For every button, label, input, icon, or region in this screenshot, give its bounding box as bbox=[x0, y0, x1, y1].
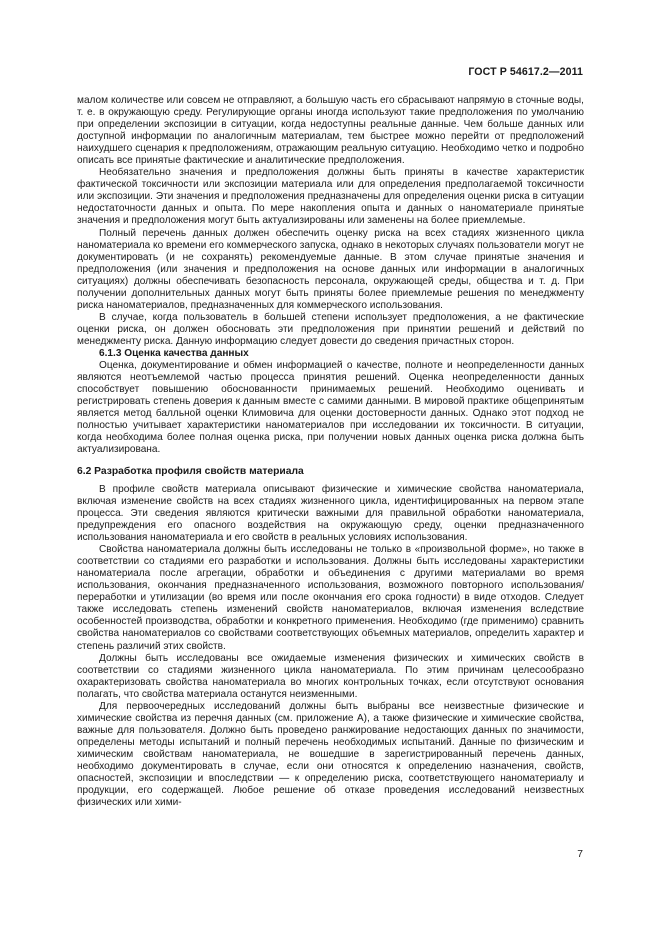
section-6-2-heading: 6.2 Разработка профиля свойств материала bbox=[77, 466, 304, 478]
paragraph-assumptions: Необязательно значения и предположения должны быть приняты в качестве характеристик фактической токсичности или экспозиции материала или для определения предполагаемой токсичности или экспозиции. Эти значения и предположения предназначены для определения оценки риска в ситуации недостаточности данных и опыта. По мере накопления опыта и данных о наноматериале принятые значения и предположения могут быть актуализированы или заменены на более приемлемые. bbox=[77, 167, 584, 227]
paragraph-continuation: малом количестве или совсем не отправляют, а большую часть его сбрасывают напрямую в сточные воды, т. е. в окружающую среду. Регулирующие органы иногда используют такие предположения по умолчанию при определении экспозиции в ситуации, когда недоступны реальные данные. Чем больше данных или доступной информации по аналогичным материалам, тем быстрее можно перейти от предположений наихудшего сценария к предположениям, отражающим реальную ситуацию. Необходимо четко и подробно описать все принятые фактические и аналитические предположения. bbox=[77, 95, 584, 167]
paragraph-property-profile: В профиле свойств материала описывают физические и химические свойства наноматериала, включая изменение свойств на всех стадиях жизненного цикла, идентифицированных на первом этапе процесса. Эти сведения являются критически важными для правильной обработки наноматериала, предупреждения его опасного воздействия на окружающую среду, оценки предназначенного использования наноматериала и его свойств в реальных условиях использования. bbox=[77, 483, 584, 544]
paragraph-full-data-list: Полный перечень данных должен обеспечить оценку риска на всех стадиях жизненного цикла наноматериала ко времени его коммерческого запуска, однако в некоторых случаях пользователи могут не документировать (и не сохранять) рекомендуемые данные. В этом случае принятые значения и предположения (или значения и предположения на основе данных или информации в аналогичных ситуациях) должны обеспечивать безопасность персонала, окружающей среды, общества и т. д. При получении дополнительных данных могут быть приняты более приемлемые решения по менеджменту риска наноматериалов, предназначенных для коммерческого использования. bbox=[77, 227, 584, 311]
page-body bbox=[77, 95, 584, 809]
paragraph-user-assumptions: В случае, когда пользователь в большей степени использует предположения, а не фактические оценки риска, он должен обосновать эти предположения при принятии решений и действий по менеджменту риска. Данную информацию следует довести до сведения причастных сторон. bbox=[77, 311, 584, 347]
page-number: 7 bbox=[577, 849, 583, 860]
paragraph-data-quality: Оценка, документирование и обмен информацией о качестве, полноте и неопределенности данных являются неотъемлемой частью процесса принятия решений. Оценка неопределенности данных способствует повышению обоснованности принимаемых решений. Необходимо оценивать и регистрировать степень доверия к данным вместе с самими данными. В мировой практике общепринятым является метод балльной оценки Климовича для оценки достоверности данных. Однако этот подход не полностью учитывает характеристики наноматериалов при исследовании их токсичности. В ситуации, когда необходима более полная оценка риска, при получении новых данных оценка риска должна быть актуализирована. bbox=[77, 360, 584, 456]
document-code: ГОСТ Р 54617.2—2011 bbox=[468, 66, 583, 78]
paragraph-life-cycle-properties: Свойства наноматериала должны быть исследованы не только в «произвольной форме», но также в соответствии со стадиями его разработки и использования. Должны быть исследованы характеристики наноматериала после агрегации, обработки и объединения с другими материалами во время использования, окончания предназначенного использования, возможного повторного использования/переработки и утилизации (во время или после окончания его срока годности) в виде отходов. Следует также исследовать степень изменений свойств наноматериалов, включая изменения вследствие особенностей производства, обработки и конкретного применения. Необходимо (где применимо) сравнить свойства наноматериалов со свойствами соответствующих объемных материалов, определить характер и степень различий этих свойств. bbox=[77, 544, 584, 652]
section-6-1-3-heading: 6.1.3 Оценка качества данных bbox=[99, 347, 249, 359]
paragraph-expected-changes: Должны быть исследованы все ожидаемые изменения физических и химических свойств в соответствии со стадиями жизненного цикла наноматериала. По этим причинам целесообразно охарактеризовать свойства наноматериала во многих контрольных точках, если отсутствуют основания полагать, что свойства материала останутся неизменными. bbox=[77, 652, 584, 700]
paragraph-priority-studies: Для первоочередных исследований должны быть выбраны все неизвестные физические и химические свойства из перечня данных (см. приложение А), а также физические и химические свойства, важные для пользователя. Должно быть проведено ранжирование недостающих данных по значимости, определены методы испытаний и полный перечень необходимых испытаний. Данные по физическим и химическим свойствам наноматериала, не вошедшие в зарегистрированный перечень данных, необходимо документировать в случае, если они относятся к определению назначения, свойств, опасностей, экспозиции и впоследствии — к определению риска, соответствующего наноматериалу и продукции, его содержащей. Любое решение об отказе проведения исследований неизвестных физических или хими- bbox=[77, 700, 584, 809]
